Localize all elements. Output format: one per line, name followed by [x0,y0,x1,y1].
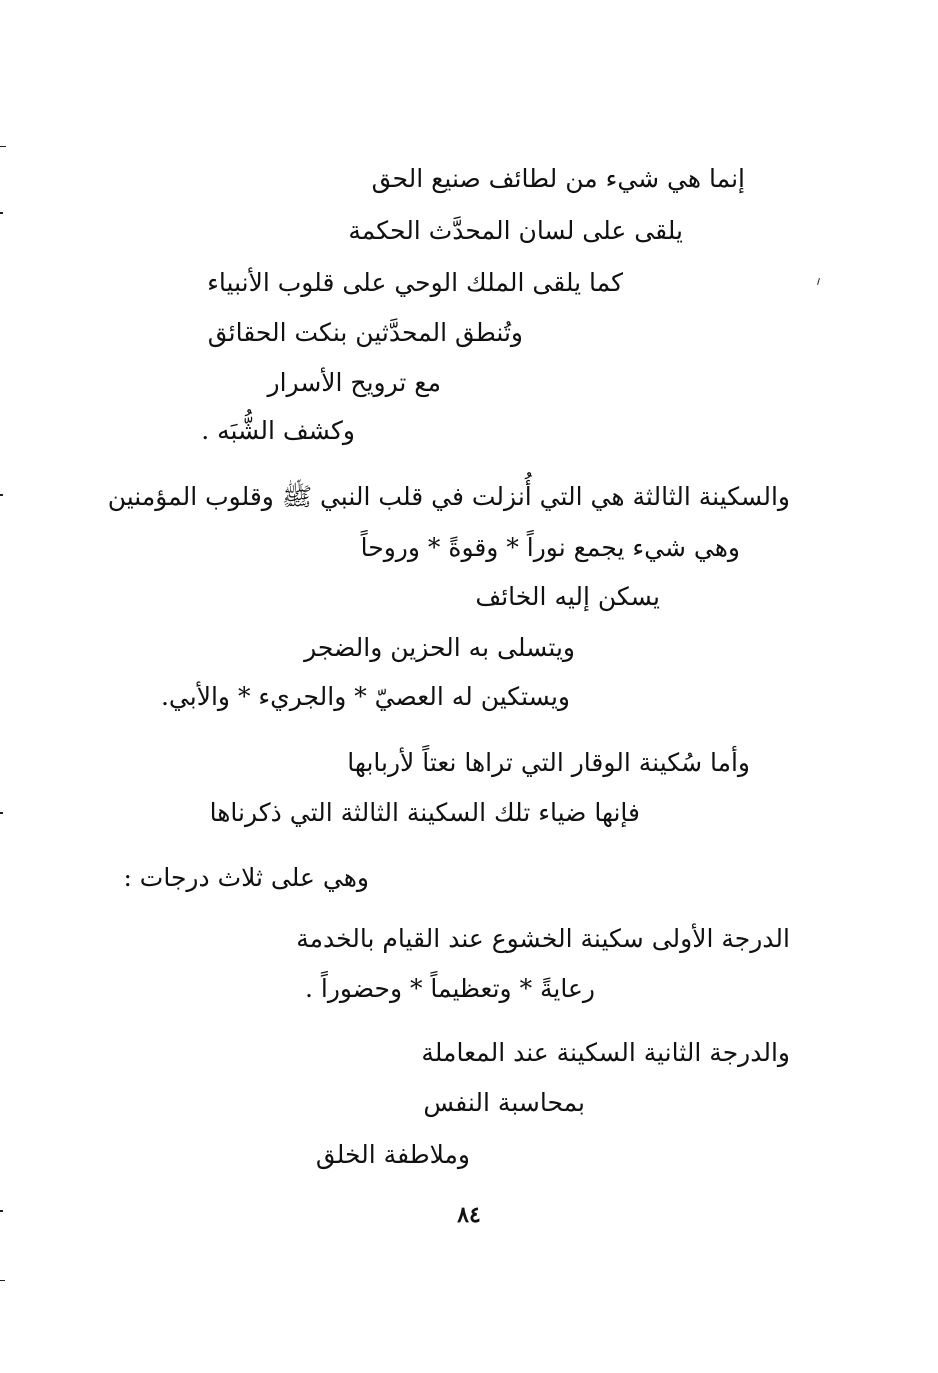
text-line: والسكينة الثالثة هي التي أُنزلت في قلب النبي ﷺ وقلوب المؤمنين [107,482,790,511]
scan-edge-mark [0,1280,5,1281]
scan-edge-mark [0,212,3,214]
scan-edge-mark [0,1210,3,1212]
text-line: والدرجة الثانية السكينة عند المعاملة [421,1038,790,1067]
text-line: بمحاسبة النفس [423,1088,585,1117]
text-line: رعايةً * وتعظيماً * وحضوراً . [304,974,595,1003]
text-line: وتُنطق المحدَّثين بنكت الحقائق [207,318,523,347]
text-line: إنما هي شيء من لطائف صنيع الحق [371,164,745,193]
page-number: ٨٤ [457,1202,481,1228]
text-line: وهي على ثلاث درجات : [123,863,369,892]
text-line: وكشف الشُّبَه . [201,416,355,445]
scan-edge-mark [0,146,6,147]
text-line: مع ترويح الأسرار [267,368,441,397]
scan-speck [817,278,820,285]
text-line: وأما سُكينة الوقار التي تراها نعتاً لأربابها [347,748,750,777]
scan-edge-mark [0,494,3,496]
text-line: ويستكين له العصيّ * والجريء * والأبي. [160,682,570,711]
text-line: يلقى على لسان المحدَّث الحكمة [348,216,683,245]
text-line: يسكن إليه الخائف [475,582,660,611]
text-line: كما يلقى الملك الوحي على قلوب الأنبياء [207,268,623,297]
text-line: وهي شيء يجمع نوراً * وقوةً * وروحاً [360,533,740,562]
text-line: ويتسلى به الحزين والضجر [304,633,575,662]
text-line: الدرجة الأولى سكينة الخشوع عند القيام بالخدمة [296,924,790,953]
text-line: فإنها ضياء تلك السكينة الثالثة التي ذكرناها [209,798,640,827]
scan-edge-mark [0,812,3,814]
text-line: وملاطفة الخلق [315,1140,470,1169]
